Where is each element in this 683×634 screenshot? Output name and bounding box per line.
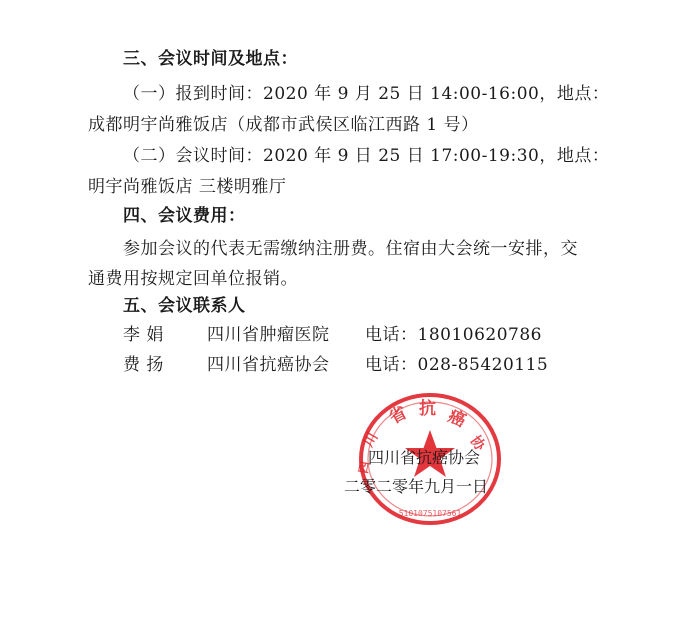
- contact-row: [123, 324, 603, 346]
- section-5-heading: 五、会议联系人: [123, 296, 246, 316]
- section-3-item-1-line-1: （一）报到时间：2020 年 9 月 25 日 14:00-16:00，地点：: [123, 84, 610, 104]
- contact-org: 四川省抗癌协会: [207, 355, 330, 375]
- svg-text:抗: 抗: [419, 399, 436, 419]
- contact-phone: 电话：18010620786: [365, 325, 542, 345]
- svg-text:癌: 癌: [444, 406, 469, 432]
- signature-date: 二零二零年九月一日: [344, 477, 489, 496]
- section-3-heading: 三、会议时间及地点：: [123, 49, 298, 69]
- contact-name: 李 娟: [123, 325, 164, 345]
- svg-text:四: 四: [356, 460, 373, 475]
- svg-text:川: 川: [360, 429, 382, 450]
- svg-text:省: 省: [385, 402, 411, 429]
- section-3-item-2-line-1: （二）会议时间：2020 年 9 日 25 日 17:00-19:30，地点：: [123, 146, 610, 166]
- signature-org: 四川省抗癌协会: [368, 448, 481, 467]
- contact-org: 四川省肿瘤医院: [207, 325, 330, 345]
- contact-name: 费 扬: [123, 355, 164, 375]
- section-4-heading: 四、会议费用：: [123, 206, 246, 226]
- section-4-body-line-2: 通费用按规定回单位报销。: [88, 269, 298, 289]
- contact-phone: 电话：028-85420115: [365, 355, 549, 375]
- section-4-body-line-1: 参加会议的代表无需缴纳注册费。住宿由大会统一安排，交: [123, 239, 578, 259]
- section-3-item-2-line-2: 明宇尚雅饭店 三楼明雅厅: [88, 177, 287, 197]
- svg-text:5101075107561: 5101075107561: [398, 509, 462, 518]
- contact-row: [123, 354, 603, 376]
- svg-text:协: 协: [466, 433, 488, 454]
- section-3-item-1-line-2: 成都明宇尚雅饭店（成都市武侯区临江西路 1 号）: [88, 115, 479, 135]
